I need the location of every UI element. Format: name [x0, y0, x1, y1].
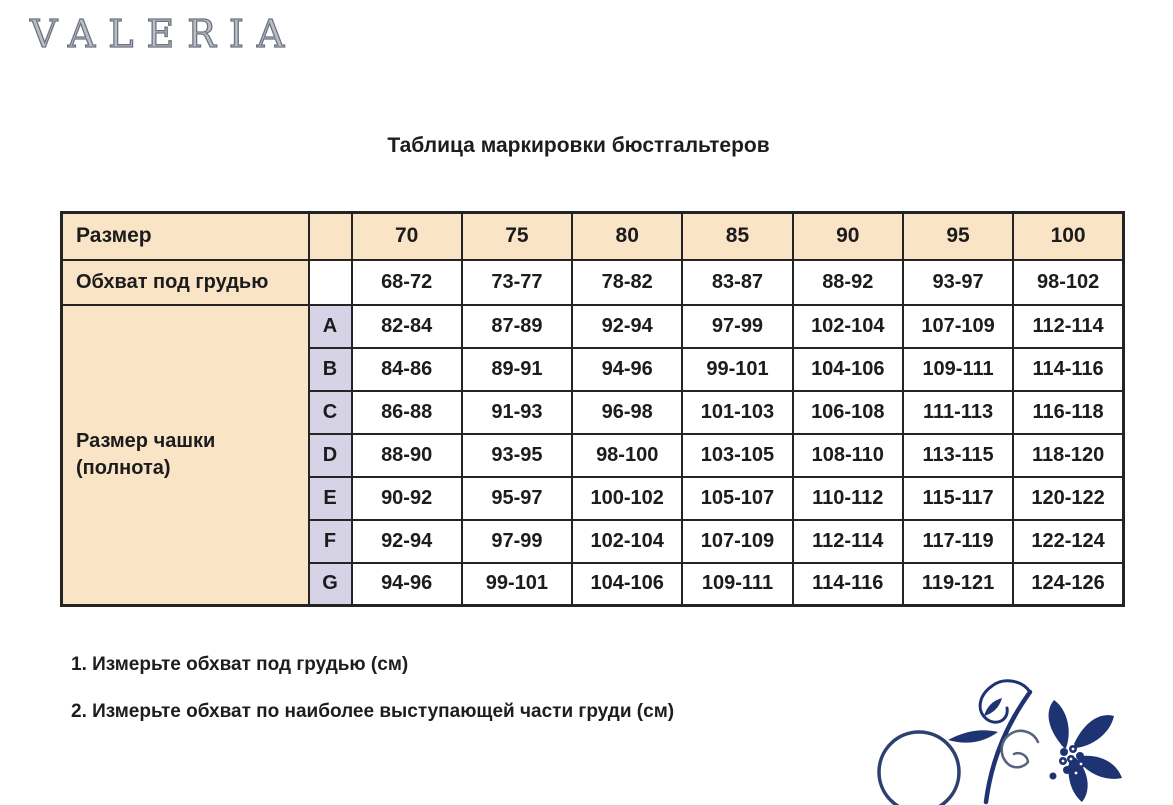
bust-cell: 109-111	[903, 348, 1013, 391]
bust-cell: 118-120	[1013, 434, 1123, 477]
bust-cell: 105-107	[682, 477, 792, 520]
bust-cell: 99-101	[682, 348, 792, 391]
size-row-label: Размер	[62, 213, 309, 260]
underbust-cell: 93-97	[903, 260, 1013, 305]
page-title: Таблица маркировки бюстгальтеров	[387, 134, 770, 157]
cup-letter-cell: E	[309, 477, 352, 520]
bust-cell: 90-92	[352, 477, 462, 520]
corner-cell	[309, 213, 352, 260]
size-header-cell: 95	[903, 213, 1013, 260]
bust-cell: 93-95	[462, 434, 572, 477]
underbust-cell: 88-92	[793, 260, 903, 305]
table-row	[62, 213, 1124, 260]
bust-cell: 107-109	[682, 520, 792, 563]
bust-cell: 116-118	[1013, 391, 1123, 434]
bust-cell: 91-93	[462, 391, 572, 434]
bust-cell: 98-100	[572, 434, 682, 477]
bust-cell: 122-124	[1013, 520, 1123, 563]
cup-section-label	[62, 305, 309, 606]
bust-cell: 97-99	[462, 520, 572, 563]
cup-letter-cell: F	[309, 520, 352, 563]
underbust-row-label: Обхват под грудью	[62, 260, 309, 305]
brand-logo: VALERIA	[30, 12, 298, 56]
bust-cell: 108-110	[793, 434, 903, 477]
bra-size-table	[60, 211, 1125, 607]
cup-letter-cell: C	[309, 391, 352, 434]
bust-cell: 111-113	[903, 391, 1013, 434]
bust-cell: 102-104	[793, 305, 903, 348]
instruction-step-1: 1. Измерьте обхват под грудью (см)	[71, 654, 409, 675]
cup-letter-cell: A	[309, 305, 352, 348]
bust-cell: 109-111	[682, 563, 792, 606]
bust-cell: 103-105	[682, 434, 792, 477]
size-header-cell: 80	[572, 213, 682, 260]
bust-cell: 100-102	[572, 477, 682, 520]
bust-cell: 104-106	[572, 563, 682, 606]
bust-cell: 97-99	[682, 305, 792, 348]
bust-cell: 99-101	[462, 563, 572, 606]
cup-letter-cell: D	[309, 434, 352, 477]
bust-cell: 94-96	[352, 563, 462, 606]
bust-cell: 119-121	[903, 563, 1013, 606]
bust-cell: 88-90	[352, 434, 462, 477]
bust-cell: 92-94	[572, 305, 682, 348]
size-header-cell: 85	[682, 213, 792, 260]
bust-cell: 106-108	[793, 391, 903, 434]
bust-cell: 112-114	[793, 520, 903, 563]
bust-cell: 114-116	[1013, 348, 1123, 391]
bust-cell: 117-119	[903, 520, 1013, 563]
bust-cell: 107-109	[903, 305, 1013, 348]
bust-cell: 120-122	[1013, 477, 1123, 520]
table-row	[62, 305, 1124, 348]
bust-cell: 102-104	[572, 520, 682, 563]
empty-cell	[309, 260, 352, 305]
table-row	[62, 260, 1124, 305]
size-header-cell: 90	[793, 213, 903, 260]
size-header-cell: 100	[1013, 213, 1123, 260]
bust-cell: 112-114	[1013, 305, 1123, 348]
bust-cell: 114-116	[793, 563, 903, 606]
bust-cell: 87-89	[462, 305, 572, 348]
size-header-cell: 75	[462, 213, 572, 260]
bust-cell: 84-86	[352, 348, 462, 391]
underbust-cell: 83-87	[682, 260, 792, 305]
floral-flourish-icon	[852, 660, 1172, 805]
bust-cell: 124-126	[1013, 563, 1123, 606]
size-header-cell: 70	[352, 213, 462, 260]
bust-cell: 92-94	[352, 520, 462, 563]
bust-cell: 86-88	[352, 391, 462, 434]
underbust-cell: 98-102	[1013, 260, 1123, 305]
bust-cell: 82-84	[352, 305, 462, 348]
bust-cell: 115-117	[903, 477, 1013, 520]
bust-cell: 101-103	[682, 391, 792, 434]
underbust-cell: 68-72	[352, 260, 462, 305]
bust-cell: 94-96	[572, 348, 682, 391]
bust-cell: 104-106	[793, 348, 903, 391]
bust-cell: 96-98	[572, 391, 682, 434]
bust-cell: 89-91	[462, 348, 572, 391]
instruction-step-2: 2. Измерьте обхват по наиболее выступающей части груди (см)	[71, 701, 675, 722]
underbust-cell: 73-77	[462, 260, 572, 305]
cup-label-line2: (полнота)	[76, 456, 171, 479]
cup-label-line1: Размер чашки	[76, 429, 216, 452]
bust-cell: 110-112	[793, 477, 903, 520]
bust-cell: 95-97	[462, 477, 572, 520]
underbust-cell: 78-82	[572, 260, 682, 305]
cup-letter-cell: B	[309, 348, 352, 391]
cup-letter-cell: G	[309, 563, 352, 606]
bust-cell: 113-115	[903, 434, 1013, 477]
